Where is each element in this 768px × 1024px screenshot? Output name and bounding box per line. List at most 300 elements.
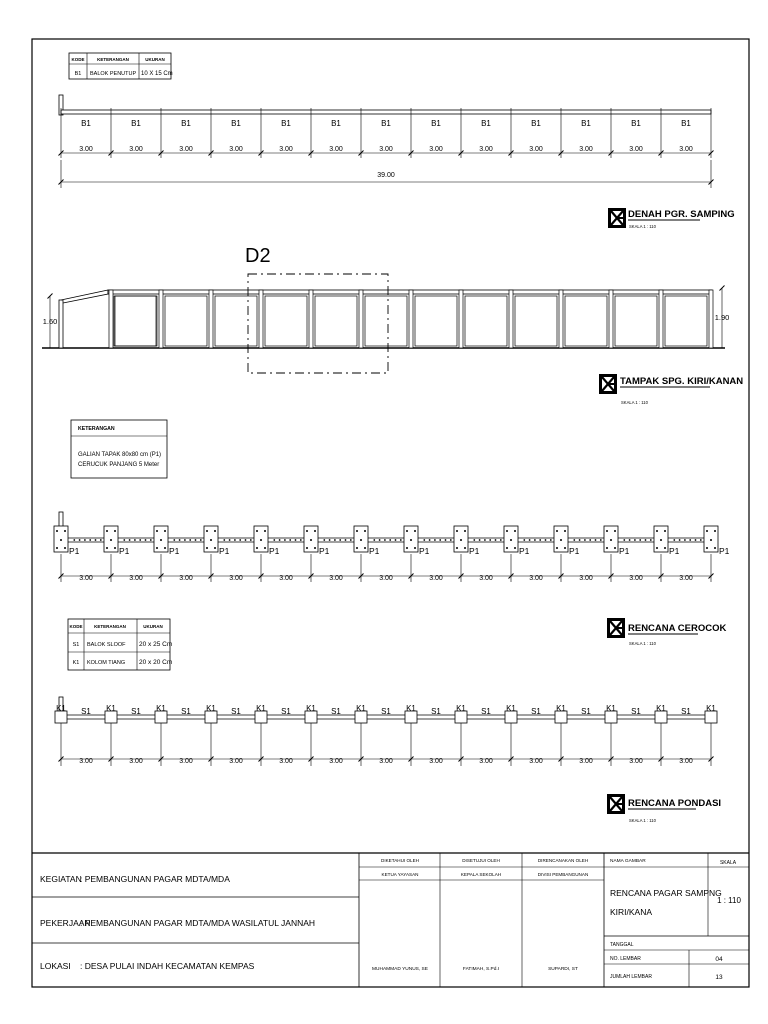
sloof-label: S1 [531, 707, 541, 716]
pile-dot [364, 530, 366, 532]
beam-label: B1 [681, 119, 691, 128]
notes-title: KETERANGAN [78, 426, 115, 432]
table-header: KODE [71, 57, 85, 62]
wall-panel [415, 296, 457, 346]
pile-label: P1 [119, 546, 130, 556]
pile-dot [506, 530, 508, 532]
cerocok-pile [429, 539, 431, 541]
wall-panel [114, 296, 156, 346]
pile-dot [406, 547, 408, 549]
pile-dot [364, 547, 366, 549]
sloof-label: S1 [81, 707, 91, 716]
cerocok-pile [134, 539, 136, 541]
sign-role: DIVISI PEMBANGUNAN [537, 872, 589, 877]
pile-dot [556, 530, 558, 532]
cerocok-pile [323, 539, 325, 541]
pile-dot [460, 539, 462, 541]
cerocok-pile [150, 539, 152, 541]
pile-dot [106, 547, 108, 549]
left-height-label: 1.60 [42, 317, 58, 326]
sign-name: FATIMAH, S.Pd.I [462, 967, 500, 972]
cerocok-pile [445, 539, 447, 541]
pile-dot [310, 539, 312, 541]
column-label: K1 [56, 704, 66, 713]
cerocok-pile [689, 539, 691, 541]
wall-panel [465, 296, 507, 346]
span-label: 3.00 [629, 758, 643, 765]
tanggal-label: TANGGAL [610, 942, 634, 948]
pile-dot [410, 539, 412, 541]
pile-dot [656, 547, 658, 549]
title-symbol-icon [608, 208, 626, 228]
pile-dot [614, 547, 616, 549]
span-label: 3.00 [79, 146, 93, 153]
title-cerocok-scale: SKALA 1 : 110 [629, 641, 656, 646]
pile-dot [214, 530, 216, 532]
cerocok-pile [334, 539, 336, 541]
pile-dot [414, 530, 416, 532]
span-label: 3.00 [379, 146, 393, 153]
nama-gambar-value: RENCANA PAGAR SAMPNG [610, 888, 722, 898]
column [109, 290, 113, 348]
cerocok-pile [523, 539, 525, 541]
cerocok-pile [623, 539, 625, 541]
sign-name: SUPARDI, ST [548, 967, 578, 972]
notes-line: GALIAN TAPAK 80x80 cm (P1) [78, 452, 162, 458]
span-label: 3.00 [279, 146, 293, 153]
pile-dot [656, 530, 658, 532]
pile-dot [314, 530, 316, 532]
column [659, 290, 663, 348]
pile-dot [214, 547, 216, 549]
cerocok-pile [539, 539, 541, 541]
beam-label: B1 [381, 119, 391, 128]
sign-role: KEPALA SEKOLAH [460, 872, 502, 877]
pile-dot [564, 530, 566, 532]
span-label: 3.00 [79, 758, 93, 765]
column [609, 290, 613, 348]
cerocok-pile [589, 539, 591, 541]
title-tampak-scale: SKALA 1 : 110 [621, 400, 648, 405]
column [409, 290, 413, 348]
pile-label: P1 [569, 546, 580, 556]
title-cerocok-name: RENCANA CEROCOK [628, 623, 727, 634]
kegiatan-label: KEGIATAN [40, 874, 82, 884]
cerocok-pile [434, 539, 436, 541]
pile-dot [560, 539, 562, 541]
cerocok-pile [579, 539, 581, 541]
cerocok-pile [184, 539, 186, 541]
cerocok-pile [673, 539, 675, 541]
cerocok-pile [234, 539, 236, 541]
skala-label: SKALA [719, 860, 737, 866]
pile-dot [610, 539, 612, 541]
pile-dot [164, 530, 166, 532]
cerocok-pile [700, 539, 702, 541]
cerocok-pile [639, 539, 641, 541]
cerocok-pile [550, 539, 552, 541]
elevation-drawing [42, 274, 725, 373]
cerocok-pile [600, 539, 602, 541]
pile-dot [256, 530, 258, 532]
cerocok-pile [250, 539, 252, 541]
title-symbol-icon [599, 374, 617, 394]
span-label: 3.00 [229, 146, 243, 153]
cerocok-pile [684, 539, 686, 541]
column-label: K1 [206, 704, 216, 713]
span-label: 3.00 [629, 146, 643, 153]
pondasi-drawing [55, 697, 717, 766]
pile-dot [114, 547, 116, 549]
pile-dot [614, 530, 616, 532]
notes-box [71, 420, 167, 478]
span-label: 3.00 [429, 575, 443, 582]
pile-label: P1 [219, 546, 230, 556]
cerocok-pile [100, 539, 102, 541]
cerocok-pile [645, 539, 647, 541]
cerocok-drawing [54, 512, 730, 582]
detail-box-d2 [248, 274, 388, 373]
column-label: K1 [106, 704, 116, 713]
pile-label: P1 [619, 546, 630, 556]
pile-dot [60, 539, 62, 541]
column [159, 290, 163, 348]
lokasi-label: LOKASI [40, 961, 71, 971]
cerocok-pile [650, 539, 652, 541]
cerocok-pile [229, 539, 231, 541]
cerocok-pile [439, 539, 441, 541]
total-length-label: 39.00 [377, 172, 395, 179]
cerocok-pile [384, 539, 386, 541]
pile-dot [714, 547, 716, 549]
span-label: 3.00 [479, 575, 493, 582]
pile-dot [514, 547, 516, 549]
cerocok-pile [629, 539, 631, 541]
column-label: K1 [606, 704, 616, 713]
right-height-label: 1.90 [714, 313, 730, 322]
pile-dot [156, 530, 158, 532]
sloof-label: S1 [681, 707, 691, 716]
cerocok-pile [223, 539, 225, 541]
column-label: K1 [506, 704, 516, 713]
column [559, 290, 563, 348]
cerocok-pile [573, 539, 575, 541]
pile-dot [414, 547, 416, 549]
beam-label: B1 [581, 119, 591, 128]
pile-dot [64, 547, 66, 549]
fence-beam [61, 110, 711, 114]
material-table-pondasi [68, 619, 172, 670]
cerocok-pile [379, 539, 381, 541]
cerocok-pile [84, 539, 86, 541]
pile-dot [710, 539, 712, 541]
cerocok-pile [479, 539, 481, 541]
pile-dot [706, 547, 708, 549]
column [459, 290, 463, 348]
title-tampak [599, 374, 743, 405]
span-label: 3.00 [179, 146, 193, 153]
cerocok-pile [279, 539, 281, 541]
cerocok-pile [300, 539, 302, 541]
material-table-top [69, 53, 173, 79]
span-label: 3.00 [679, 758, 693, 765]
beam-label: B1 [81, 119, 91, 128]
cerocok-pile [123, 539, 125, 541]
span-label: 3.00 [379, 575, 393, 582]
column-label: K1 [656, 704, 666, 713]
pile-dot [106, 530, 108, 532]
cerocok-pile [145, 539, 147, 541]
pile-dot [306, 547, 308, 549]
wall-panel [115, 296, 157, 346]
pile-dot [156, 547, 158, 549]
pile-dot [660, 539, 662, 541]
span-label: 3.00 [229, 575, 243, 582]
pile-dot [356, 530, 358, 532]
title-block [32, 853, 749, 987]
sloof-label: S1 [131, 707, 141, 716]
span-label: 3.00 [429, 146, 443, 153]
pile-dot [706, 530, 708, 532]
wall-panel [515, 296, 557, 346]
cerocok-pile [189, 539, 191, 541]
sloof-label: S1 [481, 707, 491, 716]
sloof-label: S1 [581, 707, 591, 716]
wall-panel [665, 296, 707, 346]
wall-panel [165, 296, 207, 346]
cerocok-pile [529, 539, 531, 541]
column-label: K1 [456, 704, 466, 713]
span-label: 3.00 [179, 575, 193, 582]
pile-dot [164, 547, 166, 549]
beam-label: B1 [531, 119, 541, 128]
span-label: 3.00 [279, 575, 293, 582]
cerocok-pile [389, 539, 391, 541]
cerocok-pile [173, 539, 175, 541]
pile-dot [64, 530, 66, 532]
cerocok-pile [295, 539, 297, 541]
cerocok-pile [423, 539, 425, 541]
pile-dot [714, 530, 716, 532]
cerocok-pile [545, 539, 547, 541]
title-pondasi-scale: SKALA 1 : 110 [629, 818, 656, 823]
cerocok-pile [634, 539, 636, 541]
column-label: K1 [356, 704, 366, 713]
pile-label: P1 [519, 546, 530, 556]
sign-header: DISETUJUI OLEH [462, 858, 500, 863]
column-label: K1 [406, 704, 416, 713]
cerocok-pile [239, 539, 241, 541]
column-label: K1 [556, 704, 566, 713]
jumlah-lembar-label: JUMLAH LEMBAR [610, 974, 652, 980]
pile-dot [564, 547, 566, 549]
cerocok-pile [139, 539, 141, 541]
kegiatan-value: : PEMBANGUNAN PAGAR MDTA/MDA [80, 874, 230, 884]
span-label: 3.00 [579, 575, 593, 582]
lokasi-value: : DESA PULAI INDAH KECAMATAN KEMPAS [80, 961, 255, 971]
span-label: 3.00 [529, 758, 543, 765]
pile-dot [506, 547, 508, 549]
span-label: 3.00 [479, 146, 493, 153]
title-symbol-icon [607, 794, 625, 814]
span-label: 3.00 [129, 146, 143, 153]
pile-label: P1 [469, 546, 480, 556]
cerocok-pile [595, 539, 597, 541]
gate-post [59, 512, 63, 528]
column [259, 290, 263, 348]
beam-label: B1 [131, 119, 141, 128]
pile-dot [256, 547, 258, 549]
cerocok-pile [273, 539, 275, 541]
pile-label: P1 [269, 546, 280, 556]
pekerjaan-value: : PEMBANGUNAN PAGAR MDTA/MDA WASILATUL JANNAH [80, 918, 316, 928]
cerocok-pile [195, 539, 197, 541]
cerocok-pile [200, 539, 202, 541]
table-cell: 20 x 20 Cm [139, 659, 173, 666]
sign-header: DIRENCANAKAN OLEH [537, 858, 589, 863]
cerocok-pile [89, 539, 91, 541]
cerocok-pile [500, 539, 502, 541]
pile-dot [306, 530, 308, 532]
pile-dot [456, 547, 458, 549]
wall-panel [365, 296, 407, 346]
span-label: 3.00 [329, 758, 343, 765]
pile-label: P1 [69, 546, 80, 556]
pile-dot [510, 539, 512, 541]
cerocok-pile [339, 539, 341, 541]
cerocok-pile [284, 539, 286, 541]
span-label: 3.00 [129, 758, 143, 765]
pile-label: P1 [169, 546, 180, 556]
span-label: 3.00 [579, 758, 593, 765]
column-label: K1 [156, 704, 166, 713]
cerocok-pile [73, 539, 75, 541]
table-header: KETERANGAN [94, 624, 126, 629]
wall-panel [615, 296, 657, 346]
pile-dot [264, 547, 266, 549]
table-cell: B1 [74, 71, 82, 77]
wall-panel [215, 296, 257, 346]
pile-dot [606, 547, 608, 549]
cerocok-pile [679, 539, 681, 541]
span-label: 3.00 [229, 758, 243, 765]
pile-dot [210, 539, 212, 541]
pile-dot [664, 547, 666, 549]
pile-dot [264, 530, 266, 532]
span-label: 3.00 [329, 575, 343, 582]
column [309, 290, 313, 348]
pile-dot [360, 539, 362, 541]
title-cerocok [607, 618, 726, 646]
pile-dot [606, 530, 608, 532]
column [709, 290, 713, 348]
no-lembar-label: NO. LEMBAR [610, 956, 641, 962]
table-cell: BALOK PENUTUP [90, 71, 137, 77]
table-cell: K1 [72, 660, 80, 666]
title-denah [608, 208, 735, 229]
cerocok-pile [345, 539, 347, 541]
pile-label: P1 [319, 546, 330, 556]
cerocok-pile [179, 539, 181, 541]
title-symbol-icon [607, 618, 625, 638]
beam-label: B1 [181, 119, 191, 128]
title-pondasi-name: RENCANA PONDASI [628, 798, 722, 809]
sheet-border [32, 39, 749, 987]
table-cell: S1 [72, 642, 80, 648]
sign-name: MUHAMMAD YUNUS, SE [372, 967, 428, 972]
cerocok-pile [484, 539, 486, 541]
pile-dot [260, 539, 262, 541]
notes-line: CERUCUK PANJANG 5 Meter [78, 462, 160, 468]
column-label: K1 [306, 704, 316, 713]
table-cell: 20 x 25 Cm [139, 641, 173, 648]
column-label: K1 [706, 704, 716, 713]
beam-label: B1 [631, 119, 641, 128]
cerocok-pile [373, 539, 375, 541]
span-label: 3.00 [529, 146, 543, 153]
nama-gambar-value: KIRI/KANA [610, 907, 653, 917]
span-label: 3.00 [679, 146, 693, 153]
pile-dot [206, 530, 208, 532]
cerocok-pile [584, 539, 586, 541]
column [359, 290, 363, 348]
table-header: KETERANGAN [97, 57, 129, 62]
sloof-label: S1 [181, 707, 191, 716]
pile-label: P1 [369, 546, 380, 556]
table-header: UKURAN [143, 624, 163, 629]
pile-label: P1 [669, 546, 680, 556]
sloof-label: S1 [231, 707, 241, 716]
no-lembar-value: 04 [715, 956, 723, 963]
pile-dot [464, 530, 466, 532]
wall-panel [265, 296, 307, 346]
title-denah-scale: SKALA 1 : 110 [629, 224, 656, 229]
pile-dot [56, 547, 58, 549]
beam-label: B1 [431, 119, 441, 128]
cerocok-pile [534, 539, 536, 541]
span-label: 3.00 [629, 575, 643, 582]
cerocok-pile [495, 539, 497, 541]
pile-label: P1 [419, 546, 430, 556]
sloped-beam [61, 290, 108, 303]
cerocok-pile [79, 539, 81, 541]
cerocok-pile [473, 539, 475, 541]
gate-post [59, 300, 63, 348]
sign-role: KETUA YAYASAN [381, 872, 419, 877]
span-label: 3.00 [479, 758, 493, 765]
wall-panel [315, 296, 357, 346]
pile-dot [314, 547, 316, 549]
span-label: 3.00 [379, 758, 393, 765]
cerocok-pile [289, 539, 291, 541]
cerocok-pile [245, 539, 247, 541]
pile-dot [114, 530, 116, 532]
column [509, 290, 513, 348]
cerocok-pile [695, 539, 697, 541]
cerocok-pile [395, 539, 397, 541]
pekerjaan-label: PEKERJAAN [40, 918, 91, 928]
span-label: 3.00 [679, 575, 693, 582]
wall-panel [565, 296, 607, 346]
beam-label: B1 [231, 119, 241, 128]
pile-dot [514, 530, 516, 532]
table-cell: BALOK SLOOF [87, 642, 126, 648]
pile-dot [356, 547, 358, 549]
beam-label: B1 [481, 119, 491, 128]
sloof-label: S1 [631, 707, 641, 716]
title-denah-name: DENAH PGR. SAMPING [628, 209, 735, 220]
detail-label-d2: D2 [245, 245, 271, 267]
